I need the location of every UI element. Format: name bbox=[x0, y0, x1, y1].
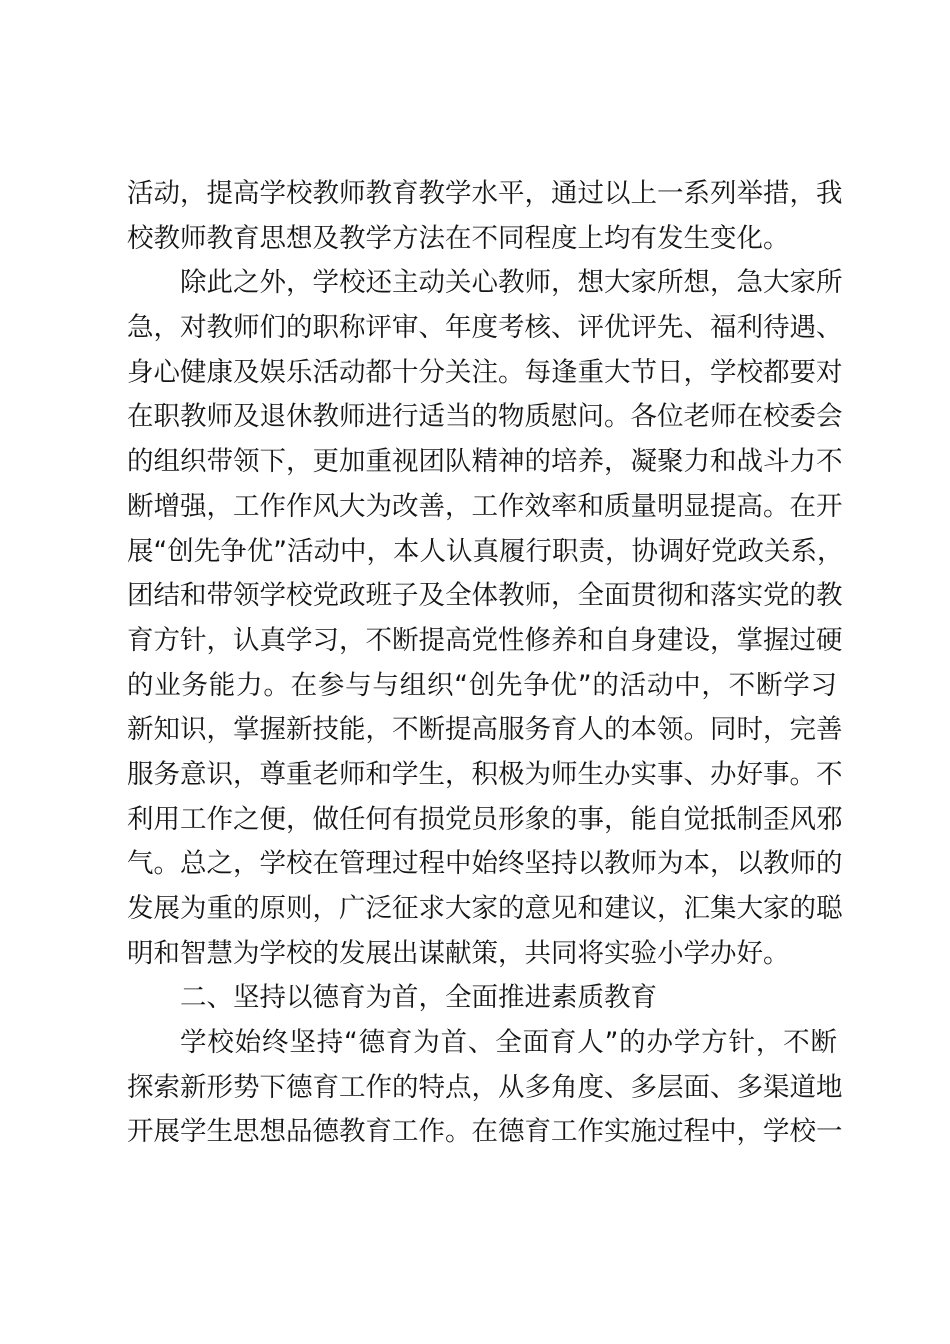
text-line: 利用工作之便，做任何有损党员形象的事，能自觉抵制歪风邪 bbox=[127, 803, 843, 835]
text-line: 育方针，认真学习，不断提高党性修养和自身建设，掌握过硬 bbox=[127, 624, 843, 656]
section-heading: 二、坚持以德育为首，全面推进素质教育 bbox=[180, 982, 657, 1014]
text-line: 明和智慧为学校的发展出谋献策，共同将实验小学办好。 bbox=[127, 937, 790, 969]
text-line: 团结和带领学校党政班子及全体教师，全面贯彻和落实党的教 bbox=[127, 580, 843, 612]
text-line: 校教师教育思想及教学方法在不同程度上均有发生变化。 bbox=[127, 222, 790, 254]
text-line: 断增强，工作作风大为改善，工作效率和质量明显提高。在开 bbox=[127, 490, 843, 522]
paragraph-first-line: 学校始终坚持“德育为首、全面育人”的办学方针，不断 bbox=[180, 1027, 837, 1059]
text-line: 急，对教师们的职称评审、年度考核、评优评先、福利待遇、 bbox=[127, 312, 843, 344]
text-line: 开展学生思想品德教育工作。在德育工作实施过程中，学校一 bbox=[127, 1116, 843, 1148]
text-line: 服务意识，尊重老师和学生，积极为师生办实事、办好事。不 bbox=[127, 758, 843, 790]
text-line: 气。总之，学校在管理过程中始终坚持以教师为本，以教师的 bbox=[127, 848, 843, 880]
text-line: 在职教师及退休教师进行适当的物质慰问。各位老师在校委会 bbox=[127, 401, 843, 433]
text-line: 身心健康及娱乐活动都十分关注。每逢重大节日，学校都要对 bbox=[127, 356, 843, 388]
text-line: 的组织带领下，更加重视团队精神的培养，凝聚力和战斗力不 bbox=[127, 446, 843, 478]
text-line: 活动，提高学校教师教育教学水平，通过以上一系列举措，我 bbox=[127, 178, 843, 209]
body-text bbox=[127, 172, 844, 1155]
paragraph-first-line: 除此之外，学校还主动关心教师，想大家所想，急大家所 bbox=[180, 267, 843, 299]
text-line: 新知识，掌握新技能，不断提高服务育人的本领。同时，完善 bbox=[127, 714, 843, 746]
text-line: 发展为重的原则，广泛征求大家的意见和建议，汇集大家的聪 bbox=[127, 893, 843, 924]
text-line: 展“创先争优”活动中，本人认真履行职责，协调好党政关系， bbox=[127, 535, 844, 567]
text-line: 探索新形势下德育工作的特点，从多角度、多层面、多渠道地 bbox=[127, 1071, 843, 1103]
text-line: 的业务能力。在参与与组织“创先争优”的活动中，不断学习 bbox=[127, 669, 837, 701]
